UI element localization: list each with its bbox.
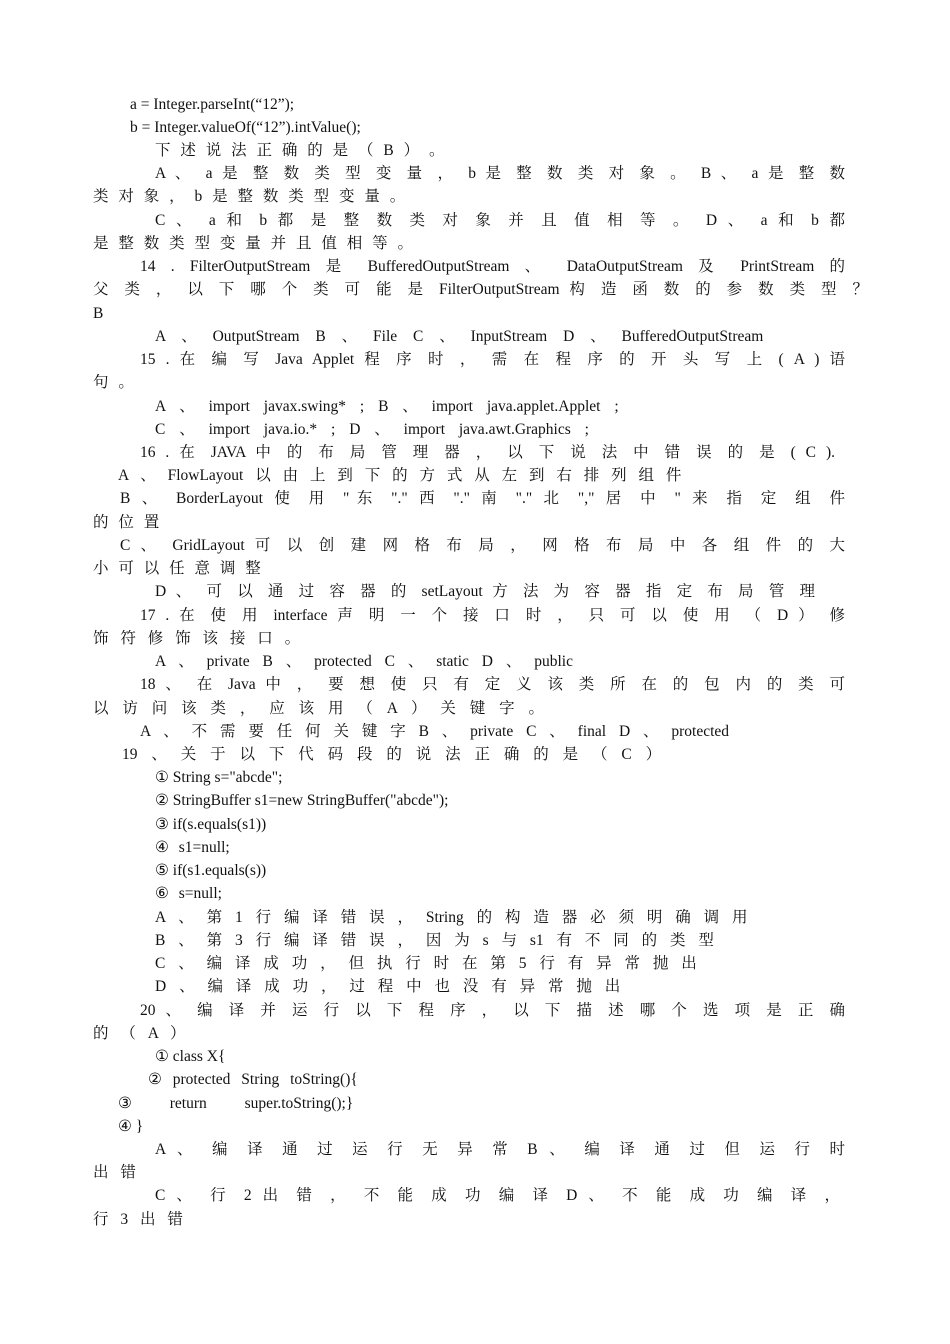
text-line: b = Integer.valueOf(“12”).intValue();: [130, 119, 361, 136]
text-line: a = Integer.parseInt(“12”);: [130, 96, 295, 113]
text-line: A 、 OutputStream B 、 File C 、 InputStream D 、 BufferedOutputStream: [155, 328, 764, 345]
text-line: ③ return super.toString();}: [118, 1095, 354, 1112]
text-line: A 、 a 是 整 数 类 型 变 量 ， b 是 整 数 类 对 象 。 B 、 a 是 整 数: [155, 165, 846, 182]
text-line: 15 . 在 编 写 Java Applet 程 序 时 ， 需 在 程 序 的 开 头 写 上 ( A ) 语: [140, 351, 845, 368]
text-line: ② protected String toString(){: [148, 1071, 358, 1088]
text-line: B 、 第 3 行 编 译 错 误 ， 因 为 s 与 s1 有 不 同 的 类 型: [155, 932, 714, 949]
text-line: C 、 行 2 出 错 ， 不 能 成 功 编 译 D 、 不 能 成 功 编 译 ，: [155, 1187, 840, 1204]
text-line: C 、 import java.io.* ; D 、 import java.awt.Graphics ;: [155, 421, 589, 438]
text-line: ② StringBuffer s1=new StringBuffer("abcde");: [155, 792, 449, 809]
text-line: ⑥ s=null;: [155, 885, 222, 902]
text-line: 是 整 数 类 型 变 量 并 且 值 相 等 。: [93, 235, 414, 252]
text-line: ① class X{: [155, 1048, 226, 1065]
text-line: 小 可 以 任 意 调 整: [93, 560, 261, 577]
text-line: B 、 BorderLayout 使 用 "东 "." 西 "." 南 "." 北 "," 居 中 " 来 指 定 组 件: [120, 490, 845, 507]
text-line: C 、 编 译 成 功 ， 但 执 行 时 在 第 5 行 有 异 常 抛 出: [155, 955, 697, 972]
text-line: A 、 import javax.swing* ; B 、 import java.applet.Applet ;: [155, 398, 619, 415]
text-line: A 、 不 需 要 任 何 关 键 字 B 、 private C 、 final D 、 protected: [140, 723, 730, 740]
text-line: ④ }: [118, 1118, 144, 1135]
text-line: C 、 GridLayout 可 以 创 建 网 格 布 局 ， 网 格 布 局 中 各 组 件 的 大: [120, 537, 845, 554]
text-line: 行 3 出 错: [93, 1211, 183, 1228]
text-line: 的 （ A ）: [93, 1025, 186, 1042]
text-line: 17 . 在 使 用 interface 声 明 一 个 接 口 时 ， 只 可 以 使 用 （ D ） 修: [140, 607, 845, 624]
text-line: 父 类 ， 以 下 哪 个 类 可 能 是 FilterOutputStream 构 造 函 数 的 参 数 类 型 ？: [93, 281, 868, 298]
text-line: 14 . FilterOutputStream 是 BufferedOutputStream 、 DataOutputStream 及 PrintStream 的: [140, 258, 845, 275]
text-line: 20 、 编 译 并 运 行 以 下 程 序 ， 以 下 描 述 哪 个 选 项 是 正 确: [140, 1002, 845, 1019]
text-line: A 、 第 1 行 编 译 错 误 ， String 的 构 造 器 必 须 明 确 调 用: [155, 909, 748, 926]
text-line: 类 对 象 ， b 是 整 数 类 型 变 量 。: [93, 188, 406, 205]
text-line: 19 、 关 于 以 下 代 码 段 的 说 法 正 确 的 是 （ C ）: [122, 746, 662, 763]
text-line: ⑤ if(s1.equals(s)): [155, 862, 267, 879]
text-line: ① String s="abcde";: [155, 769, 283, 786]
text-line: B: [93, 305, 104, 322]
text-line: ④ s1=null;: [155, 839, 230, 856]
text-line: A 、 FlowLayout 以 由 上 到 下 的 方 式 从 左 到 右 排 列 组 件: [118, 467, 682, 484]
text-line: C 、 a 和 b 都 是 整 数 类 对 象 并 且 值 相 等 。 D 、 a 和 b 都: [155, 212, 845, 229]
text-line: 下 述 说 法 正 确 的 是 （ B ） 。: [155, 142, 445, 159]
text-line: 句 。: [93, 374, 134, 391]
text-line: 以 访 问 该 类 ， 应 该 用 （ A ） 关 键 字 。: [93, 700, 544, 717]
text-line: 18 、 在 Java 中 ， 要 想 使 只 有 定 义 该 类 所 在 的 包 内 的 类 可: [140, 676, 845, 693]
text-line: 的 位 置: [93, 514, 160, 531]
text-line: 出 错: [93, 1164, 136, 1181]
text-line: D 、 可 以 通 过 容 器 的 setLayout 方 法 为 容 器 指 定 布 局 管 理: [155, 583, 815, 600]
text-line: A 、 编 译 通 过 运 行 无 异 常 B 、 编 译 通 过 但 运 行 时: [155, 1141, 845, 1158]
text-line: ③ if(s.equals(s1)): [155, 816, 267, 833]
text-line: 16 . 在 JAVA 中 的 布 局 管 理 器 ， 以 下 说 法 中 错 误 的 是 ( C ).: [140, 444, 835, 461]
text-line: A 、 private B 、 protected C 、 static D 、 public: [155, 653, 573, 670]
text-line: 饰 符 修 饰 该 接 口 。: [93, 630, 301, 647]
text-line: D 、 编 译 成 功 ， 过 程 中 也 没 有 异 常 抛 出: [155, 978, 621, 995]
